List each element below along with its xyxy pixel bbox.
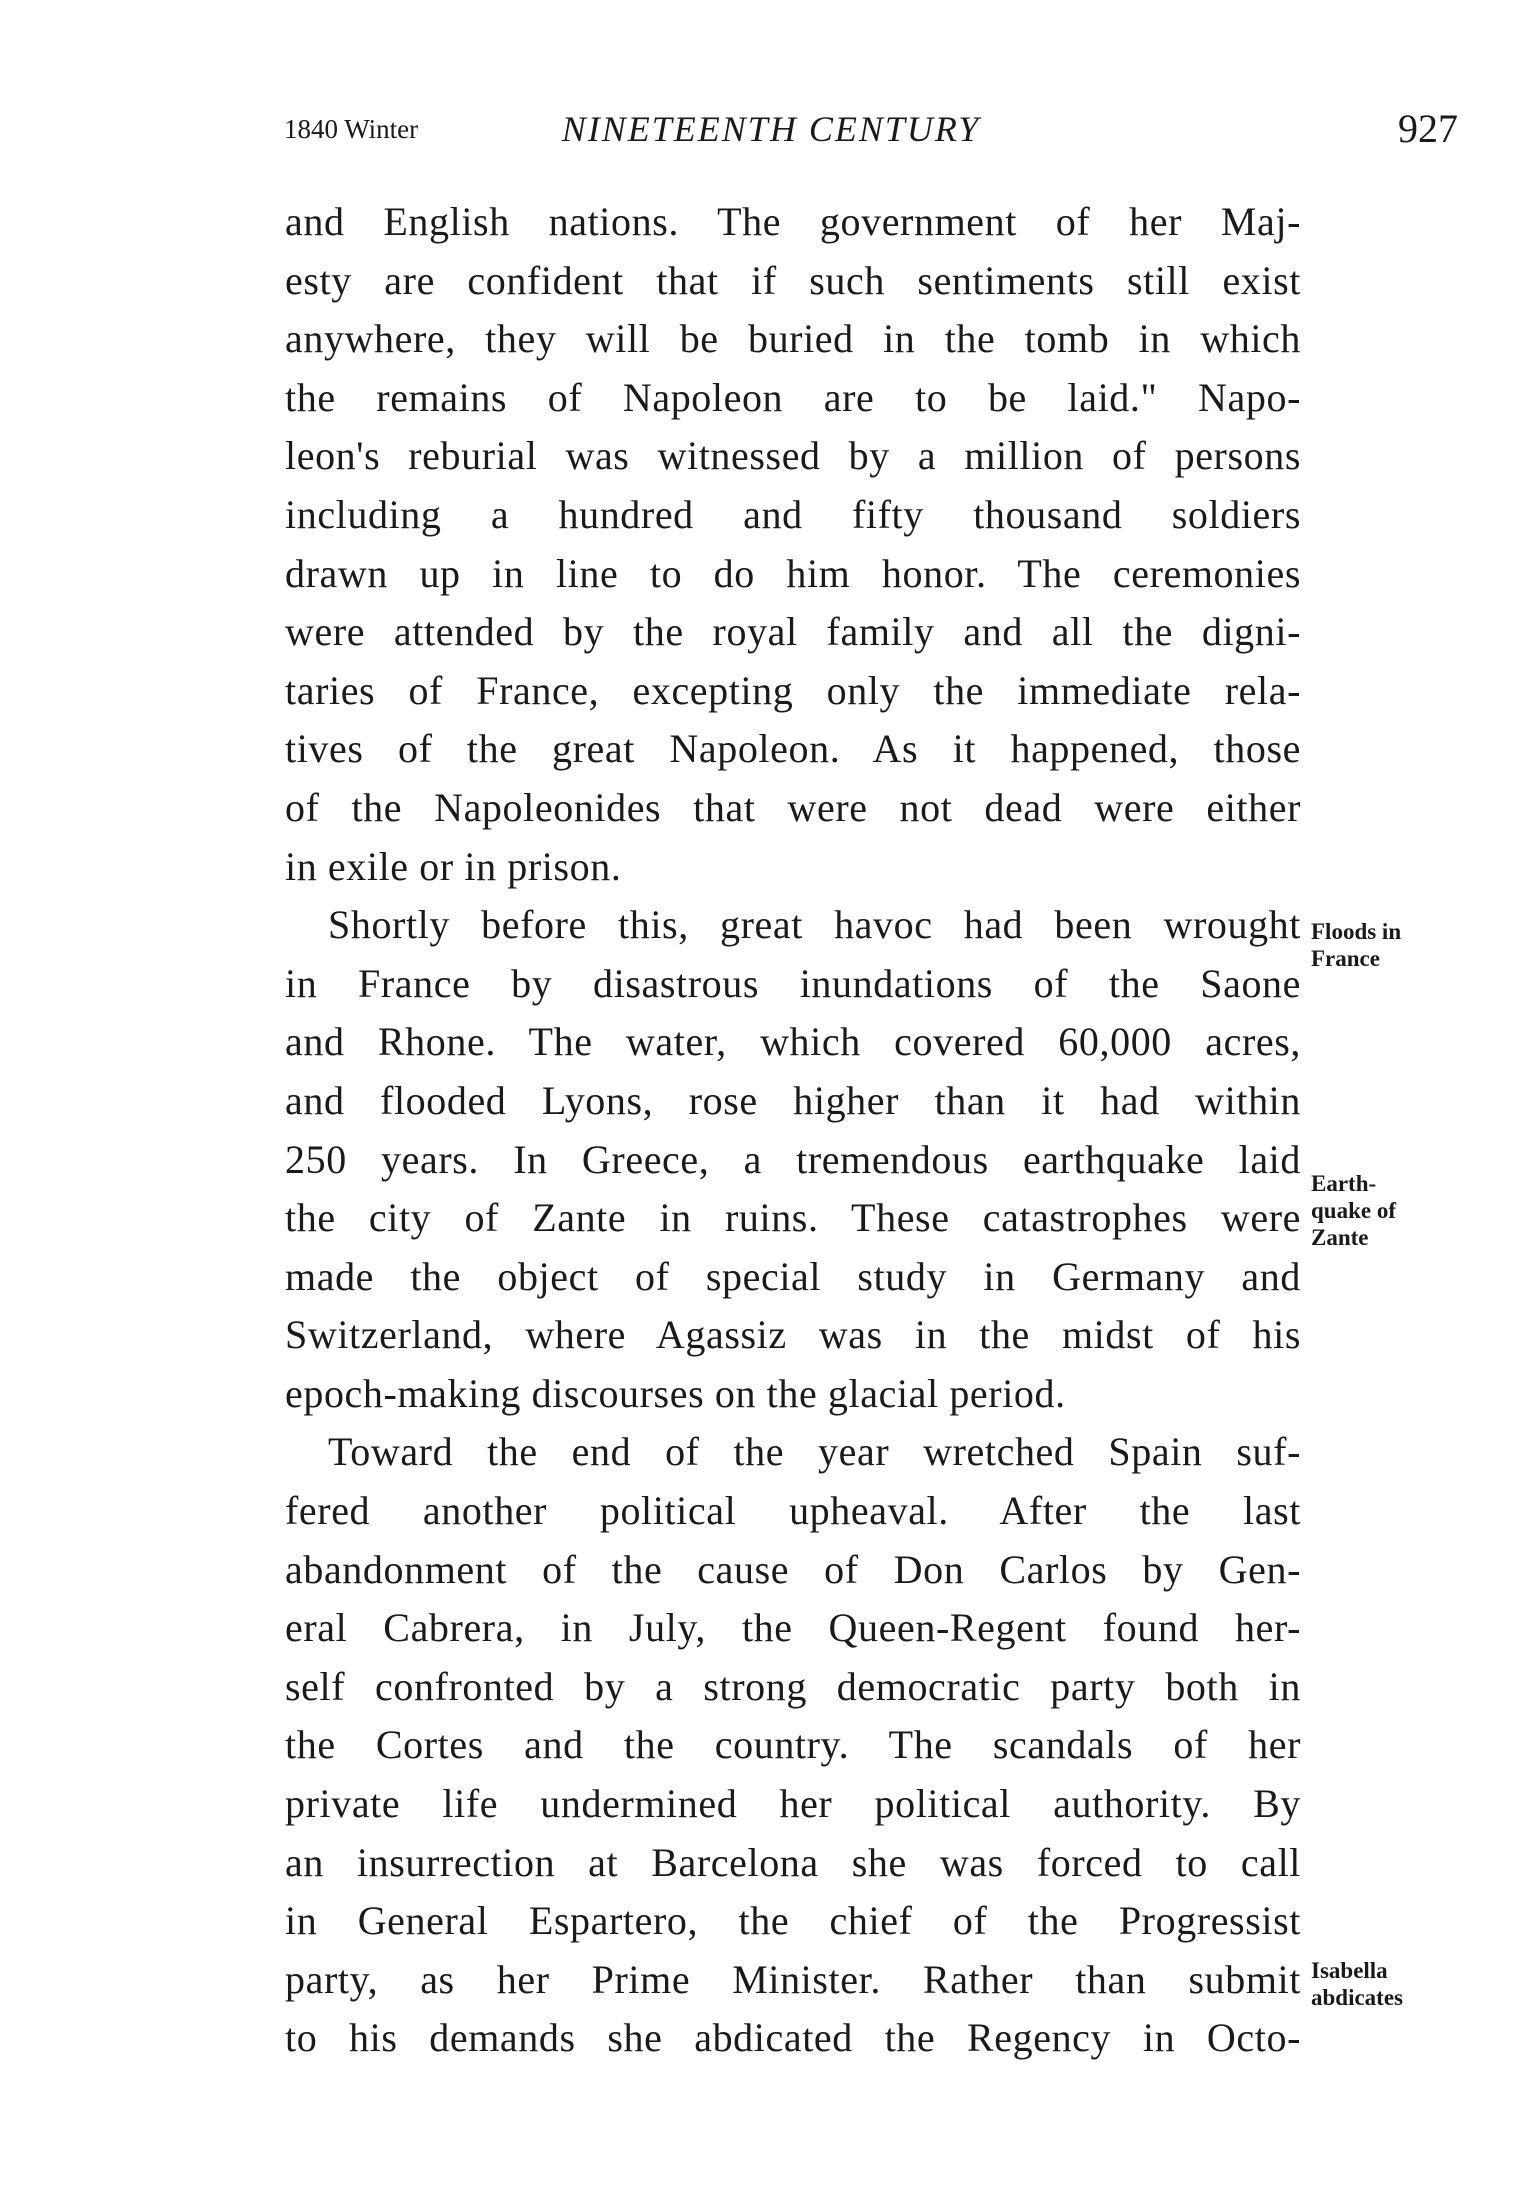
text-line: private life undermined her political authority. By bbox=[285, 1781, 1301, 1827]
text-line: Toward the end of the year wretched Spain suf- bbox=[328, 1429, 1301, 1475]
text-line: made the object of special study in Germany and bbox=[285, 1253, 1301, 1299]
text-line: tives of the great Napoleon. As it happened, those bbox=[285, 726, 1301, 772]
text-line: of the Napoleonides that were not dead were either bbox=[285, 784, 1301, 830]
text-line: self confronted by a strong democratic party both in bbox=[285, 1663, 1301, 1709]
text-line: an insurrection at Barcelona she was forced to call bbox=[285, 1839, 1301, 1885]
text-line: party, as her Prime Minister. Rather than submit bbox=[285, 1956, 1301, 2002]
text-line: Shortly before this, great havoc had been wrought bbox=[328, 902, 1301, 948]
text-line: including a hundred and fifty thousand soldiers bbox=[285, 491, 1301, 537]
text-line: the city of Zante in ruins. These catastrophes were bbox=[285, 1195, 1301, 1241]
margin-note-line: abdicates bbox=[1311, 1985, 1403, 2010]
text-line: leon's reburial was witnessed by a million of persons bbox=[285, 433, 1301, 479]
running-head-title: NINETEENTH CENTURY bbox=[561, 109, 981, 149]
text-line: in France by disastrous inundations of the Saone bbox=[285, 960, 1301, 1006]
text-line: 250 years. In Greece, a tremendous earthquake laid bbox=[285, 1136, 1301, 1182]
text-line: fered another political upheaval. After the last bbox=[285, 1488, 1301, 1534]
text-line: Switzerland, where Agassiz was in the midst of his bbox=[285, 1312, 1301, 1358]
text-line: abandonment of the cause of Don Carlos by Gen- bbox=[285, 1546, 1301, 1592]
margin-note-line: Zante bbox=[1311, 1225, 1369, 1250]
text-line: the remains of Napoleon are to be laid." Napo- bbox=[285, 374, 1301, 420]
text-line: taries of France, excepting only the immediate rela- bbox=[285, 667, 1301, 713]
margin-note-floods bbox=[1311, 918, 1401, 972]
text-line: in exile or in prison. bbox=[285, 843, 622, 889]
margin-note-line: France bbox=[1311, 946, 1380, 971]
page-number: 927 bbox=[1398, 106, 1458, 151]
margin-note-line: quake of bbox=[1311, 1198, 1396, 1223]
margin-note-earthquake bbox=[1311, 1170, 1396, 1251]
text-line: esty are confident that if such sentiments still exist bbox=[285, 257, 1301, 303]
body-text bbox=[285, 193, 1301, 2068]
text-line: in General Espartero, the chief of the Progressist bbox=[285, 1898, 1301, 1944]
text-line: the Cortes and the country. The scandals of her bbox=[285, 1722, 1301, 1768]
text-line: and English nations. The government of her Maj- bbox=[285, 199, 1301, 244]
margin-note-line: Floods in bbox=[1311, 919, 1402, 944]
text-line: epoch-making discourses on the glacial period. bbox=[285, 1370, 1066, 1416]
text-line: anywhere, they will be buried in the tomb in which bbox=[285, 316, 1301, 362]
text-line: and Rhone. The water, which covered 60,000 acres, bbox=[285, 1019, 1301, 1065]
margin-note-line: Earth- bbox=[1311, 1171, 1377, 1196]
text-line: and flooded Lyons, rose higher than it had within bbox=[285, 1077, 1301, 1123]
text-line: eral Cabrera, in July, the Queen-Regent found her- bbox=[285, 1605, 1301, 1651]
text-line: were attended by the royal family and all the digni- bbox=[285, 609, 1301, 655]
text-line: drawn up in line to do him honor. The ceremonies bbox=[285, 550, 1301, 596]
running-head-date: 1840 Winter bbox=[284, 114, 419, 144]
margin-note-line: Isabella bbox=[1311, 1958, 1388, 1983]
margin-note-isabella bbox=[1311, 1957, 1403, 2011]
text-line: to his demands she abdicated the Regency in Octo- bbox=[285, 2015, 1301, 2061]
